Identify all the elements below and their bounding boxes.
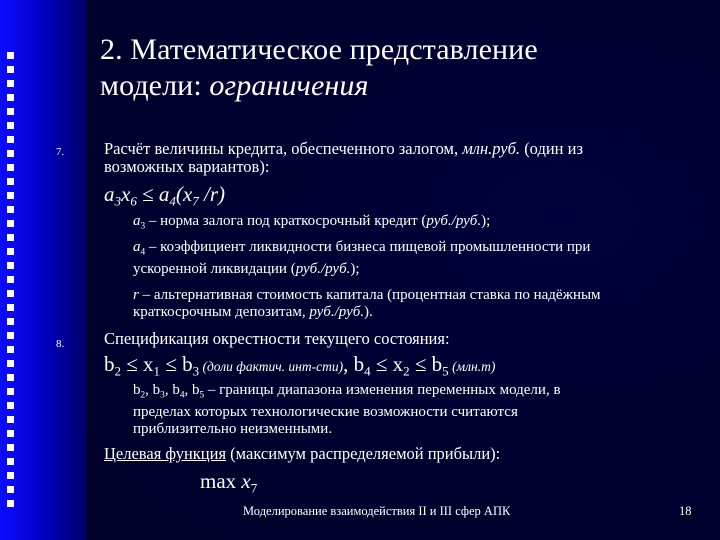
note-a4-sub: 4 (140, 247, 146, 258)
item-8-number: 8. (56, 338, 65, 350)
note-b5-sub: 5 (199, 390, 205, 401)
formula-b3-sub: 3 (192, 363, 200, 379)
decorative-square (7, 290, 14, 297)
note-b4-sym: b (172, 382, 180, 398)
decorative-square (7, 360, 14, 367)
formula-leq-3: ≤ (370, 352, 393, 376)
note-r-text: – альтернативная стоимость капитала (процентная ставка по надёжным (138, 287, 601, 303)
note-a4-line-1 (133, 239, 590, 261)
formula-x7-sub: 7 (192, 193, 199, 209)
objective-line (104, 445, 500, 463)
decorative-square (7, 304, 14, 311)
footer-text: Моделирование взаимодействия II и III сфер АПК (243, 504, 511, 518)
item-7-text-plain: Расчёт величины кредита, обеспеченного залогом, (104, 139, 463, 158)
note-a4-unit: руб./руб. (295, 261, 351, 278)
note-b3-sym: b (152, 382, 161, 398)
note-b4-sub: 4 (179, 390, 185, 401)
formula-leq-4: ≤ (409, 352, 432, 376)
note-a4-sym: a (133, 239, 141, 255)
decorative-square (7, 136, 14, 143)
note-b5-sym: b (191, 382, 200, 398)
note-a3 (133, 213, 490, 235)
item-7-tail: (один из (520, 139, 583, 158)
formula-b3: b (182, 352, 193, 376)
formula-b2-sub: 2 (114, 363, 122, 379)
formula-b4-sub: 4 (364, 363, 371, 379)
decorative-square (7, 346, 14, 353)
decorative-square (7, 220, 14, 227)
formula-leq-1: ≤ (121, 352, 144, 376)
note-r-sym: r (133, 287, 139, 303)
formula-x6-sub: 6 (130, 193, 137, 209)
note-r-line-2 (133, 304, 601, 321)
note-a4-line2-text: ускоренной ликвидации ( (133, 261, 296, 278)
decorative-square (7, 80, 14, 87)
note-b2-sep: , (145, 382, 153, 398)
note-a3-unit: руб./руб. (426, 213, 482, 229)
note-a3-sub: 3 (140, 221, 146, 232)
note-a3-sym: a (133, 213, 141, 229)
objective-formula (200, 469, 257, 501)
decorative-square (7, 52, 14, 59)
decorative-square (7, 388, 14, 395)
item-8-text: Спецификация окрестности текущего состояния: (104, 329, 450, 348)
decorative-square (7, 108, 14, 115)
note-a3-text: – норма залога под краткосрочный кредит ( (145, 213, 427, 229)
note-a4-end: ); (350, 261, 360, 278)
decorative-square (7, 318, 14, 325)
formula-a4: a (158, 182, 170, 206)
objective-max: max (200, 469, 242, 493)
title-line-2-plain: модели: (100, 69, 210, 102)
decorative-square (7, 276, 14, 283)
note-r (133, 287, 601, 321)
note-b2-sub: 2 (140, 390, 146, 401)
decorative-square (7, 402, 14, 409)
decorative-square (7, 192, 14, 199)
formula-b5: b (431, 352, 443, 376)
objective-label: Целевая функция (104, 444, 227, 463)
decorative-square (7, 332, 14, 339)
decorative-square (7, 472, 14, 479)
left-decorative-band (0, 0, 86, 540)
formula-a4-sub: 4 (169, 193, 176, 209)
formula-unit-2: (млн.т) (448, 359, 496, 374)
title-line-2-italic: ограничения (209, 69, 369, 102)
note-b-bounds (133, 382, 561, 438)
objective-x: x (241, 469, 251, 493)
formula-rest: /r) (198, 182, 225, 206)
note-r-line-1 (133, 287, 601, 304)
decorative-square (7, 458, 14, 465)
decorative-square (7, 206, 14, 213)
title-line-1: 2. Математическое представление (100, 33, 538, 66)
square-strip (7, 52, 17, 512)
note-a4 (133, 239, 590, 278)
note-b3-sep: , (164, 382, 173, 398)
note-b-text-1: – границы диапазона изменения переменных модели, в (204, 382, 561, 398)
item-7-unit: млн.руб. (462, 139, 521, 158)
decorative-square (7, 122, 14, 129)
note-b-line-3: приблизительно неизменными. (133, 421, 333, 438)
formula-x1-sub: 1 (153, 363, 161, 379)
decorative-square (7, 416, 14, 423)
decorative-square (7, 500, 14, 507)
note-r-end: ). (364, 304, 373, 320)
decorative-square (7, 444, 14, 451)
item-7-text (104, 140, 583, 176)
note-b-line-1 (133, 382, 561, 404)
item-7-line-2: возможных вариантов): (104, 157, 270, 176)
objective-text: (максимум распределяемой прибыли): (226, 444, 501, 463)
formula-a3-sub: 3 (114, 193, 122, 209)
formula-x6: x (121, 182, 131, 206)
item-7-number: 7. (56, 146, 65, 158)
decorative-square (7, 430, 14, 437)
note-r-line2-text: краткосрочным депозитам, (133, 304, 310, 320)
formula-b2: b (104, 352, 115, 376)
note-a3-end: ); (481, 213, 491, 229)
formula-x7: x (182, 182, 193, 206)
note-b-line-2: пределах которых технологические возможности считаются (133, 404, 518, 421)
decorative-square (7, 486, 14, 493)
formula-x1: x (143, 352, 154, 376)
slide-title (100, 32, 538, 104)
title-line-2 (100, 68, 538, 104)
decorative-square (7, 374, 14, 381)
note-a4-text: – коэффициент ликвидности бизнеса пищевой промышленности при (145, 239, 591, 255)
decorative-square (7, 234, 14, 241)
item-8-formula (104, 352, 495, 384)
page-number: 18 (679, 504, 692, 518)
decorative-square (7, 66, 14, 73)
objective-sub: 7 (250, 480, 258, 496)
decorative-square (7, 248, 14, 255)
formula-comma: , (343, 352, 354, 376)
note-b3-sub: 3 (160, 390, 165, 401)
formula-b5-sub: 5 (442, 363, 449, 379)
item-7-formula (104, 182, 225, 214)
formula-a3: a (104, 182, 115, 206)
item-7-line-1 (104, 140, 583, 158)
decorative-square (7, 150, 14, 157)
formula-leq-2: ≤ (160, 352, 183, 376)
formula-x2-sub: 2 (403, 363, 410, 379)
note-a4-line-2 (133, 261, 590, 278)
formula-unit-1: (доли фактич. инт-сти) (199, 359, 344, 374)
note-r-unit: руб./руб. (309, 304, 365, 320)
formula-open-paren: ( (175, 182, 183, 206)
decorative-square (7, 164, 14, 171)
formula-leq: ≤ (136, 182, 159, 206)
decorative-square (7, 94, 14, 101)
note-b2-sym: b (133, 382, 141, 398)
formula-x2: x (392, 352, 404, 376)
decorative-square (7, 262, 14, 269)
formula-b4: b (353, 352, 365, 376)
note-b4-sep: , (184, 382, 192, 398)
decorative-square (7, 178, 14, 185)
